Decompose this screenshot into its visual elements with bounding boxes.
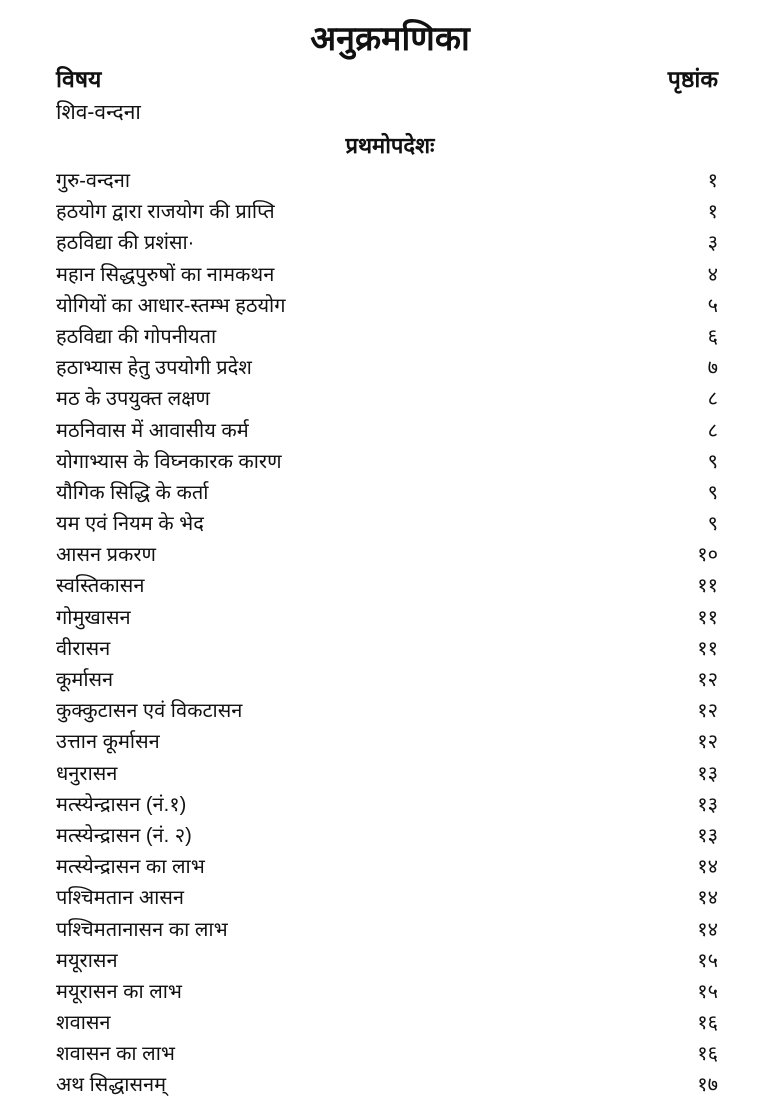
entry-title: यौगिक सिद्धि के कर्ता <box>56 481 209 504</box>
entry-title: हठयोग द्वारा राजयोग की प्राप्ति <box>56 201 275 224</box>
contents-entry <box>56 759 718 790</box>
entry-page-number: १६ <box>697 1043 718 1066</box>
entry-title: वीरासन <box>56 637 111 660</box>
contents-entry <box>56 696 718 727</box>
entry-title: महान सिद्धपुरुषों का नामकथन <box>56 263 275 286</box>
entry-page-number: १२ <box>697 700 718 723</box>
entry-page-number: ६ <box>707 325 718 348</box>
contents-entry <box>56 946 718 977</box>
entry-page-number: ११ <box>697 606 718 629</box>
entry-title: आसन प्रकरण <box>56 544 156 567</box>
contents-entry <box>56 915 718 946</box>
entry-page-number: ११ <box>697 575 718 598</box>
entry-title: पश्चिमतानासन का लाभ <box>56 918 228 941</box>
entry-title: मयूरासन का लाभ <box>56 980 182 1003</box>
contents-entry <box>56 540 718 571</box>
entry-page-number: १० <box>697 544 718 567</box>
entry-page-number: १३ <box>697 793 718 816</box>
entry-page-number: ८ <box>707 419 718 442</box>
contents-entry <box>56 634 718 665</box>
entry-page-number: १३ <box>697 824 718 847</box>
entry-title: पश्चिमतान आसन <box>56 887 184 910</box>
entry-title: शवासन <box>56 1012 111 1035</box>
entry-title: मयूरासन <box>56 949 118 972</box>
entry-page-number: ९ <box>707 481 718 504</box>
entry-page-number: ११ <box>697 637 718 660</box>
contents-entry <box>56 603 718 634</box>
contents-entry <box>56 852 718 883</box>
entry-title: मठ के उपयुक्त लक्षण <box>56 388 211 411</box>
contents-entry <box>56 322 718 353</box>
entry-page-number: १७ <box>697 1074 718 1097</box>
entry-title: हठाभ्यास हेतु उपयोगी प्रदेश <box>56 357 252 380</box>
entry-page-number: १४ <box>697 856 718 879</box>
entry-page-number: १५ <box>697 949 718 972</box>
entry-page-number: ९ <box>707 450 718 473</box>
entry-title: शवासन का लाभ <box>56 1043 175 1066</box>
entry-title: गोमुखासन <box>56 606 131 629</box>
contents-entry <box>56 977 718 1008</box>
entry-page-number: १४ <box>697 887 718 910</box>
entry-title: योगियों का आधार-स्तम्भ हठयोग <box>56 294 286 317</box>
contents-entry <box>56 1008 718 1039</box>
entry-title: गुरु-वन्दना <box>56 170 131 192</box>
entry-page-number: १५ <box>697 980 718 1003</box>
contents-entry <box>56 571 718 602</box>
entry-title: मत्स्येन्द्रासन (नं.१) <box>56 793 187 816</box>
entry-page-number: १ <box>707 170 718 192</box>
entry-title: कुक्कुटासन एवं विकटासन <box>56 700 243 723</box>
contents-entry <box>56 260 718 291</box>
entry-title: मत्स्येन्द्रासन (नं. २) <box>56 824 192 847</box>
entry-page-number: ४ <box>707 263 718 286</box>
contents-entry <box>56 727 718 758</box>
entry-page-number: १६ <box>697 1012 718 1035</box>
entry-title: अथ सिद्धासनम् <box>56 1074 167 1097</box>
contents-entry <box>56 821 718 852</box>
entry-page-number: १३ <box>697 762 718 785</box>
entry-title: हठविद्या की गोपनीयता <box>56 325 217 348</box>
entry-page-number: ७ <box>707 357 718 380</box>
contents-entry <box>56 790 718 821</box>
contents-entry <box>56 197 718 228</box>
entry-title: कूर्मासन <box>56 669 114 691</box>
contents-entry <box>56 478 718 509</box>
contents-entry <box>56 384 718 415</box>
contents-entry <box>56 291 718 322</box>
contents-entry <box>56 1039 718 1070</box>
entry-page-number: ३ <box>707 232 718 255</box>
contents-entry <box>56 353 718 384</box>
entry-page-number: ८ <box>707 388 718 411</box>
contents-entry <box>56 416 718 447</box>
entry-page-number: १२ <box>697 731 718 754</box>
entry-page-number: १२ <box>697 669 718 691</box>
page-title: अनुक्रमणिका <box>310 20 470 58</box>
entry-page-number: ५ <box>707 294 718 317</box>
contents-entry <box>56 447 718 478</box>
contents-entry <box>56 1070 718 1101</box>
entry-title: मत्स्येन्द्रासन का लाभ <box>56 856 205 879</box>
contents-entry <box>56 228 718 259</box>
contents-entry <box>56 166 718 197</box>
contents-entry <box>56 883 718 914</box>
entry-title: हठविद्या की प्रशंसा· <box>56 232 195 255</box>
entry-title: योगाभ्यास के विघ्नकारक कारण <box>56 450 282 473</box>
entry-title: मठनिवास में आवासीय कर्म <box>56 419 249 442</box>
contents-list <box>56 166 718 1102</box>
entry-title: स्वस्तिकासन <box>56 575 145 598</box>
entry-title: धनुरासन <box>56 762 118 785</box>
page-column-header: पृष्ठांक <box>667 66 718 92</box>
section-heading: प्रथमोपदेशः <box>345 133 435 158</box>
entry-page-number: १ <box>707 201 718 224</box>
entry-page-number: १४ <box>697 918 718 941</box>
entry-title: उत्तान कूर्मासन <box>56 731 160 754</box>
entry-title: यम एवं नियम के भेद <box>56 513 204 536</box>
subject-column-header: विषय <box>56 66 102 92</box>
intro-entry: शिव-वन्दना <box>56 101 141 124</box>
entry-page-number: ९ <box>707 513 718 536</box>
contents-entry <box>56 665 718 696</box>
contents-entry <box>56 509 718 540</box>
